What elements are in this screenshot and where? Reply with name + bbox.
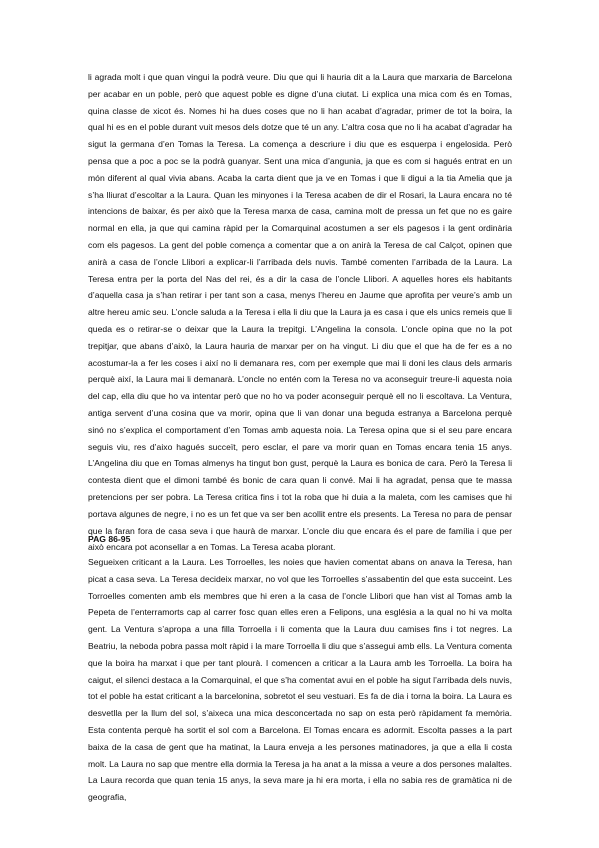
body-paragraph-1: li agrada molt i que quan vingui la podrà veure. Diu que qui li hauria dit a la Laura que marxaria de Barcelona per acabar en un poble, però que aquest poble es digne d’una ciutat. Li explica una mica com és en Tomas, quina classe de xicot és. Nomes hi ha dues coses que no li han acabat d’agradar, primer de tot la boira, la qual hi es en el poble durant vuit mesos dels dotze que té un any. L’altra cosa que no li ha acabat d’agradar ha sigut la germana d’en Tomas la Teresa. La comença a descriure i diu que es esquerpa i engelosida. Però pensa que a poc a poc se la podrà guanyar. Sent una mica d’angunia, ja que es com si hagués entrat en un món diferent al qual vivia abans. Acaba la carta dient que ja ve en Tomas i que li digui a la tia Amelia que ja s’ha lliurat d’escoltar a la Laura. Quan les minyones i la Teresa acaben de dir el Rosari, la Laura encara no té intencions de baixar, és per això que la Teresa marxa de casa, camina molt de pressa un fet que no es gaire normal en ella, ja que qui camina ràpid per la Comarquinal acostumen a ser els pagesos i la gent ordinària com els pagesos. La gent del poble comença a comentar que a on anirà la Teresa de cal Calçot, opinen que anirà a casa de l’oncle Llibori a explicar-li l’arribada dels nuvis. També comenten l’arribada de la Laura. La Teresa entra per la porta del Nas del rei, és a dir la casa de l’oncle Llibori. A aquelles hores els habitants d’aquella casa ja s’han retirar i per tant son a casa, menys l’hereu en Jaume que aprofita per veure’s amb un altre hereu amic seu. L’oncle saluda a la Teresa i ella li diu que la Laura ja es casa i que els unics remeis que li queda es o retirar-se o deixar que la Laura la trepitgi. L’Angelina la consola. L’oncle opina que no la pot trepitjar, que abans d’això, la Laura hauria de marxar per on ha vingut. Li diu que el que ha de fer es a no acostumar-la a fer les coses i així no li demanara res, com per exemple que mai li doni les claus dels armaris perquè així, la Laura mai li demanarà. L’oncle no entén com la Teresa no va aconseguir treure-li aquesta noia del cap, ella diu que ho va intentar però que no ho va poder aconseguir perquè ell no li escoltava. La Ventura, antiga servent d’una cosina que va morir, opina que li van donar una beguda estranya a Barcelona perquè sinó no s’explica el comportament d’en Tomas amb aquesta noia. La Teresa opina que si el seu pare encara seguis viu, res d’aixo hagués succeït, pero esclar, el pare va morir quan en Tomas encara tenia 15 anys. L’Angelina diu que en Tomas almenys ha tingut bon gust, perquè la Laura es bonica de cara. Però la Teresa li contesta dient que el dimoni també és bonic de cara quan li convé. Mai li ha agradat, pensa que te massa pretencions per ser pobra. La Teresa critica fins i tot la roba que hi duia a la maleta, com les camises que hi portava algunes de negre, i no es un fet que va ser ben acollit entre els presents. La Teresa no para de pensar que la faran fora de casa seva i que haurà de marxar. L’oncle diu que encara és el pare de família i que per això encara pot aconsellar a en Tomas. La Teresa acaba plorant. — [88, 72, 512, 553]
body-paragraph-2: Segueixen criticant a la Laura. Les Torroelles, les noies que havien comentat abans on anava la Teresa, han picat a casa seva. La Teresa decideix marxar, no vol que les Torroelles s’assabentin del que esta succeint. Les Torroelles comenten amb els membres que hi eren a la casa de l’oncle Llibori que han vist al Tomas amb la Pepeta de l’enterramorts cap al carrer fosc quan elles eren a Felipons, una església a la qual no hi va molta gent. La Ventura s’apropa a una filla Torroella i li comenta que la Laura duu camises fins i tot negres. La Beatriu, la neboda pobra passa molt ràpid i la mare Torroella li diu que s’assegui amb ells. La Ventura comenta que la boira ha marxat i que per tant plourà. I comencen a criticar a la Laura amb les Torroella. La boira ha caigut, el silenci destaca a la Comarquinal, el que s’ha comentat avui en el poble ha sigut l’arribada dels nuvis, tot el poble ha estat criticant a la barcelonina, sobretot el seu vestuari. Es fa de dia i torna la boira. La Laura es desvetlla per la llum del sol, s’aixeca una mica desconcertada no sap on esta però ràpidament fa memòria. Esta contenta perquè ha sortit el sol com a Barcelona. El Tomas encara es adormit. Escolta passes a la part baixa de la casa de gent que ha matinat, la Laura enveja a les persones matinadores, ja que a ella li costa molt. La Laura no sap que mentre ella dormia la Teresa ja ha anat a la missa a veure a dos persones malaltes. La Laura recorda que quan tenia 15 anys, la seva mare ja hi era morta, i ella no sabia res de gramàtica ni de geografia, — [88, 557, 512, 803]
section-heading: PAG 86-95 — [88, 534, 131, 544]
